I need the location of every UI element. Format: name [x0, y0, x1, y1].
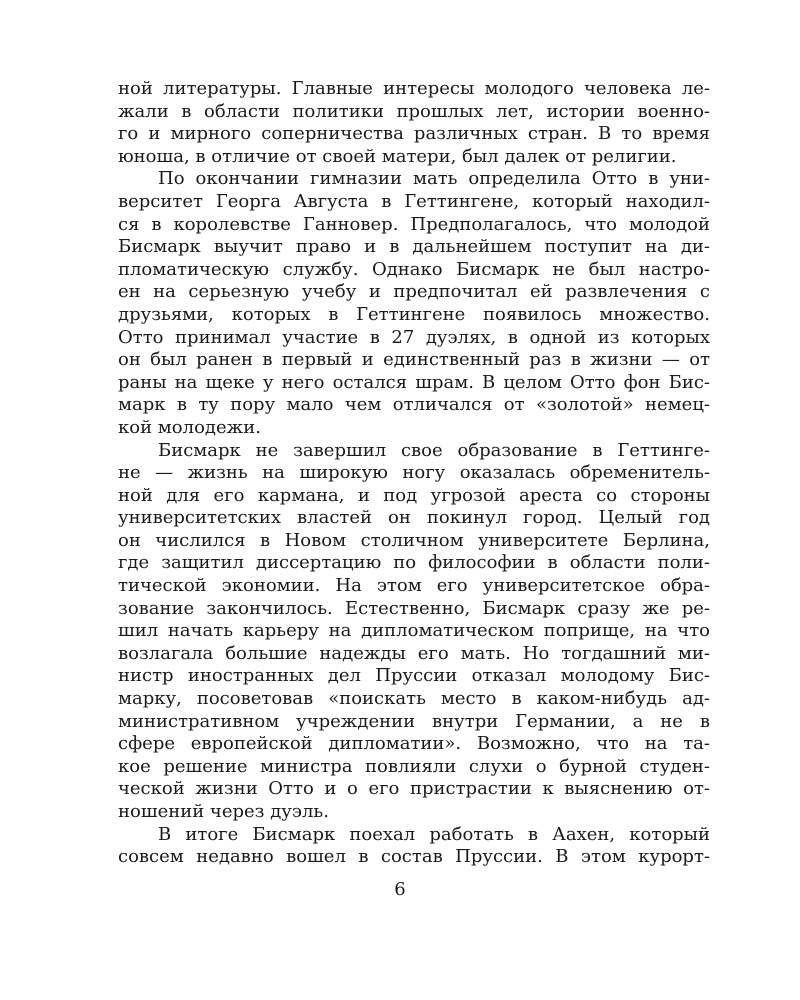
text-line: Бисмарк выучит право и в дальнейшем поступит на ди- [118, 236, 710, 258]
text-line: ся в королевстве Ганновер. Предполагалось, что молодой [118, 213, 710, 235]
text-line: Бисмарк не завершил свое образование в Геттинге- [158, 439, 710, 461]
text-line: ной литературы. Главные интересы молодого человека ле- [118, 78, 710, 99]
text-line: По окончании гимназии мать определила Отто в уни- [158, 168, 710, 190]
text-line: друзьями, которых в Геттингене появилось множество. [118, 303, 710, 325]
page-number: 6 [394, 879, 406, 900]
text-line: юноша, в отличие от своей матери, был далек от религии. [118, 145, 677, 167]
text-line: марк в ту пору мало чем отличался от «золотой» немец- [118, 394, 710, 416]
text-line: нистр иностранных дел Пруссии отказал молодому Бис- [118, 665, 710, 687]
text-line: возлагала большие надежды его мать. Но тогдашний ми- [118, 642, 710, 664]
text-line: ношений через дуэль. [118, 801, 329, 822]
text-line: университетских властей он покинул город. Целый год [118, 507, 710, 529]
text-line: не — жизнь на широкую ногу оказалась обременитель- [118, 462, 710, 484]
text-line: ной для его кармана, и под угрозой ареста со стороны [118, 484, 710, 506]
text-line: совсем недавно вошел в состав Пруссии. В этом курорт- [118, 846, 710, 868]
text-line: Отто принимал участие в 27 дуэлях, в одной из которых [118, 326, 710, 348]
text-line: раны на щеке у него остался шрам. В целом Отто фон Бис- [118, 371, 710, 393]
text-line: он числился в Новом столичном университете Берлина, [118, 529, 710, 551]
text-line: где защитил диссертацию по философии в области поли- [118, 552, 710, 574]
text-line: сфере европейской дипломатии». Возможно, что на та- [118, 733, 710, 755]
text-line: он был ранен в первый и единственный раз в жизни — от [118, 349, 710, 371]
text-line: го и мирного соперничества различных стран. В то время [118, 123, 710, 145]
text-line: министративном учреждении внутри Германии, а не в [118, 710, 710, 732]
text-line: зование закончилось. Естественно, Бисмарк сразу же ре- [118, 597, 710, 619]
text-line: кое решение министра повлияли слухи о бурной студен- [118, 755, 710, 777]
text-line: В итоге Бисмарк поехал работать в Аахен, который [158, 823, 710, 845]
text-line: ческой жизни Отто и о его пристрастии к выяснению от- [118, 778, 710, 800]
text-line: тической экономии. На этом его университетское обра- [118, 575, 710, 597]
text-line: шил начать карьеру на дипломатическом поприще, на что [118, 620, 710, 642]
text-line: кой молодежи. [118, 416, 261, 438]
text-line: жали в области политики прошлых лет, истории военно- [118, 100, 710, 122]
text-line: верситет Георга Августа в Геттингене, который находил- [118, 190, 710, 212]
text-line: марку, посоветовав «поискать место в каком-нибудь ад- [118, 688, 710, 710]
page-body-text [118, 78, 710, 869]
text-line: ен на серьезную учебу и предпочитал ей развлечения с [118, 281, 710, 303]
text-line: пломатическую службу. Однако Бисмарк не был настро- [118, 258, 710, 280]
